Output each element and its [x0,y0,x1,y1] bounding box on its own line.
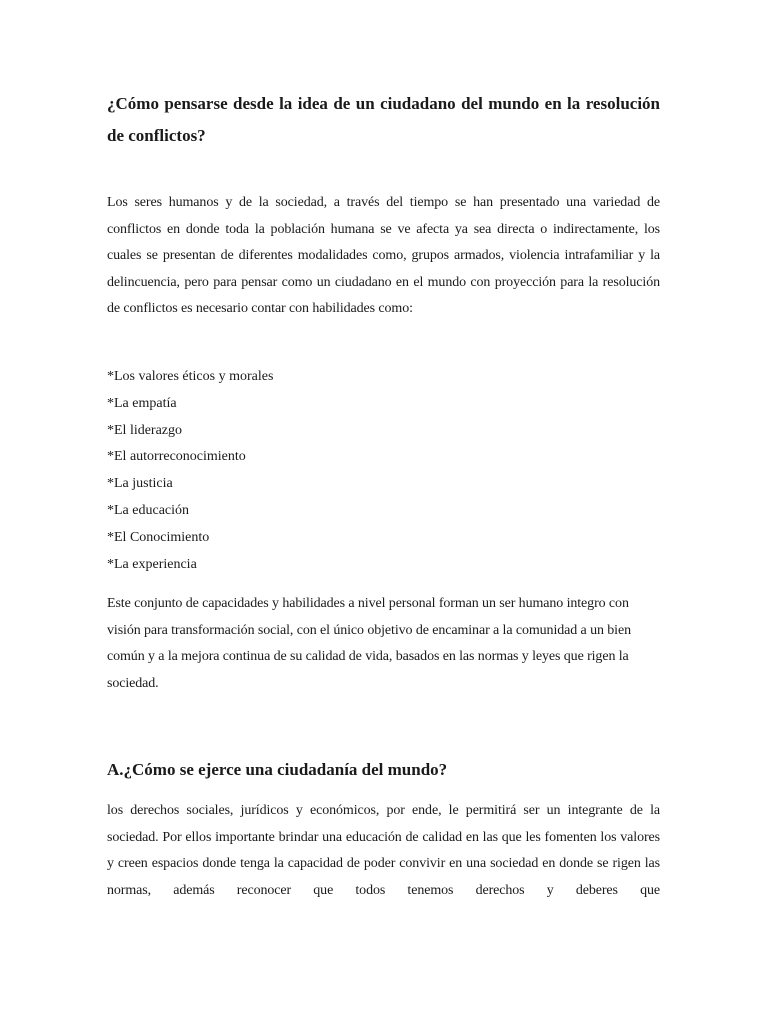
list-item: *El Conocimiento [107,529,210,545]
list-item: *La justicia [107,476,173,492]
list-item: *El liderazgo [107,422,183,438]
section-a-paragraph: los derechos sociales, jurídicos y económicos, por ende, le permitirá ser un integrante de la sociedad. Por ellos importante brindar una educación de calidad en las que les fomenten los valores y creen espacios donde tenga la capacidad de poder convivir en una sociedad en donde se rigen las normas, además reconocer que todos tenemos derechos y deberes que [107,803,660,898]
list-item: *Los valores éticos y morales [107,369,274,384]
intro-paragraph: Los seres humanos y de la sociedad, a través del tiempo se han presentado una variedad de conflictos en donde toda la población humana se ve afecta ya sea directa o indirectamente, los cuales se presentan de diferentes modalidades como, grupos armados, violencia intrafamiliar y la delincuencia, pero para pensar como un ciudadano en el mundo con proyección para la resolución de conflictos es necesario contar con habilidades como: [107,195,660,316]
summary-paragraph: Este conjunto de capacidades y habilidades a nivel personal forman un ser humano integro con visión para transformación social, con el único objetivo de encaminar a la comunidad a un bien común y a la mejora continua de su calidad de vida, basados en las normas y leyes que rigen la sociedad. [107,596,631,691]
skills-list [107,364,507,578]
list-item: *La empatía [107,395,177,411]
list-item: *El autorreconocimiento [107,449,246,465]
list-item: *La educación [107,502,190,518]
list-item: *La experiencia [107,556,197,572]
document-title: ¿Cómo pensarse desde la idea de un ciudadano del mundo en la resolución de conflictos? [107,94,660,145]
section-a-heading: A.¿Cómo se ejerce una ciudadanía del mundo? [107,760,448,779]
